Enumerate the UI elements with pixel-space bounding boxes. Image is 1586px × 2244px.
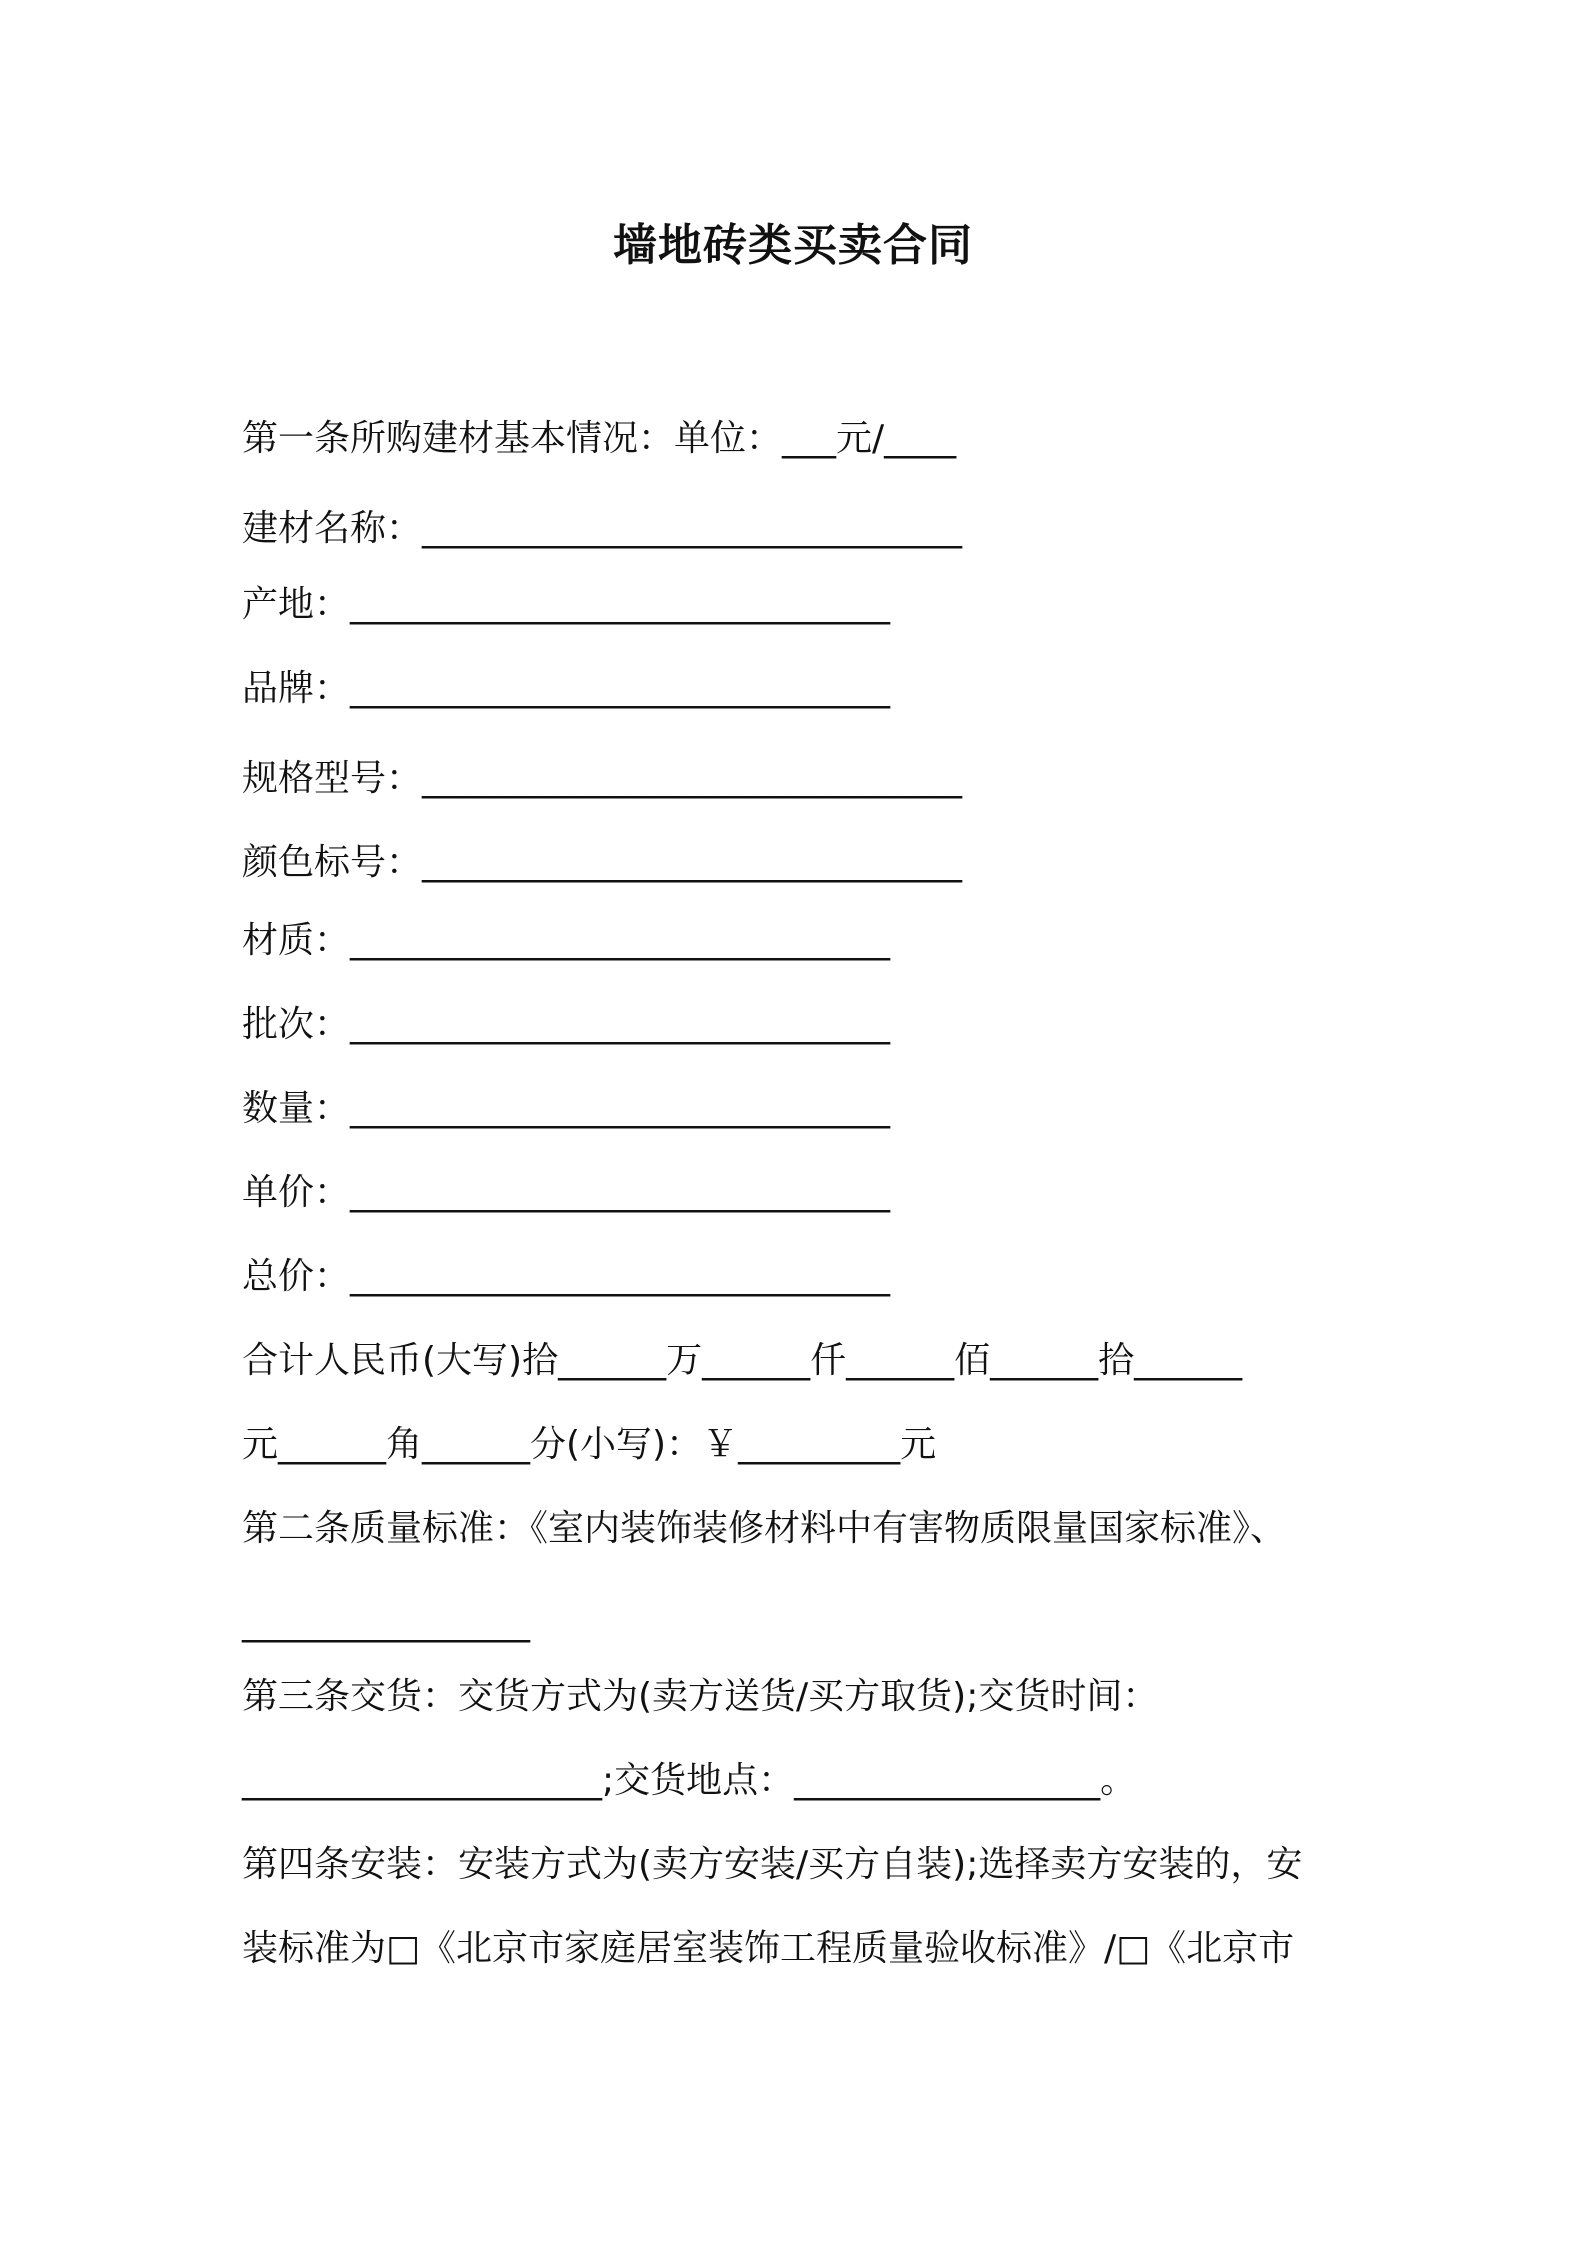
field-total-rmb-uppercase: 合计人民币(大写)拾______万______仟______佰______拾______ [242,1340,1243,1381]
clause-4-install-standard: 装标准为□《北京市家庭居室装饰工程质量验收标准》/□《北京市 [242,1928,1295,1969]
clause-4-install: 第四条安装：安装方式为(卖方安装/买方自装);选择卖方安装的，安 [242,1844,1303,1885]
field-unit-price: 单价：______________________________ [242,1172,891,1213]
field-brand: 品牌：______________________________ [242,668,891,709]
contract-title: 墙地砖类买卖合同 [613,220,973,271]
clause-2-quality: 第二条质量标准：《室内装饰装修材料中有害物质限量国家标准》、 [242,1508,1287,1549]
field-total-rmb-lowercase: 元______角______分(小写)：￥_________元 [242,1424,937,1465]
field-quantity: 数量：______________________________ [242,1088,891,1129]
field-spec-model: 规格型号：______________________________ [242,758,963,799]
field-batch: 批次：______________________________ [242,1004,891,1045]
field-material: 材质：______________________________ [242,920,891,961]
field-total-price: 总价：______________________________ [242,1256,891,1297]
field-origin: 产地：______________________________ [242,584,891,625]
clause-1-intro: 第一条所购建材基本情况：单位：___元/____ [242,418,957,459]
clause-3-delivery-place: ____________________;交货地点：_________________。 [242,1760,1137,1801]
field-material-name: 建材名称：______________________________ [242,508,963,549]
clause-2-blank: ________________ [242,1602,530,1643]
clause-3-delivery: 第三条交货：交货方式为(卖方送货/买方取货);交货时间： [242,1676,1159,1717]
field-color-code: 颜色标号：______________________________ [242,842,963,883]
